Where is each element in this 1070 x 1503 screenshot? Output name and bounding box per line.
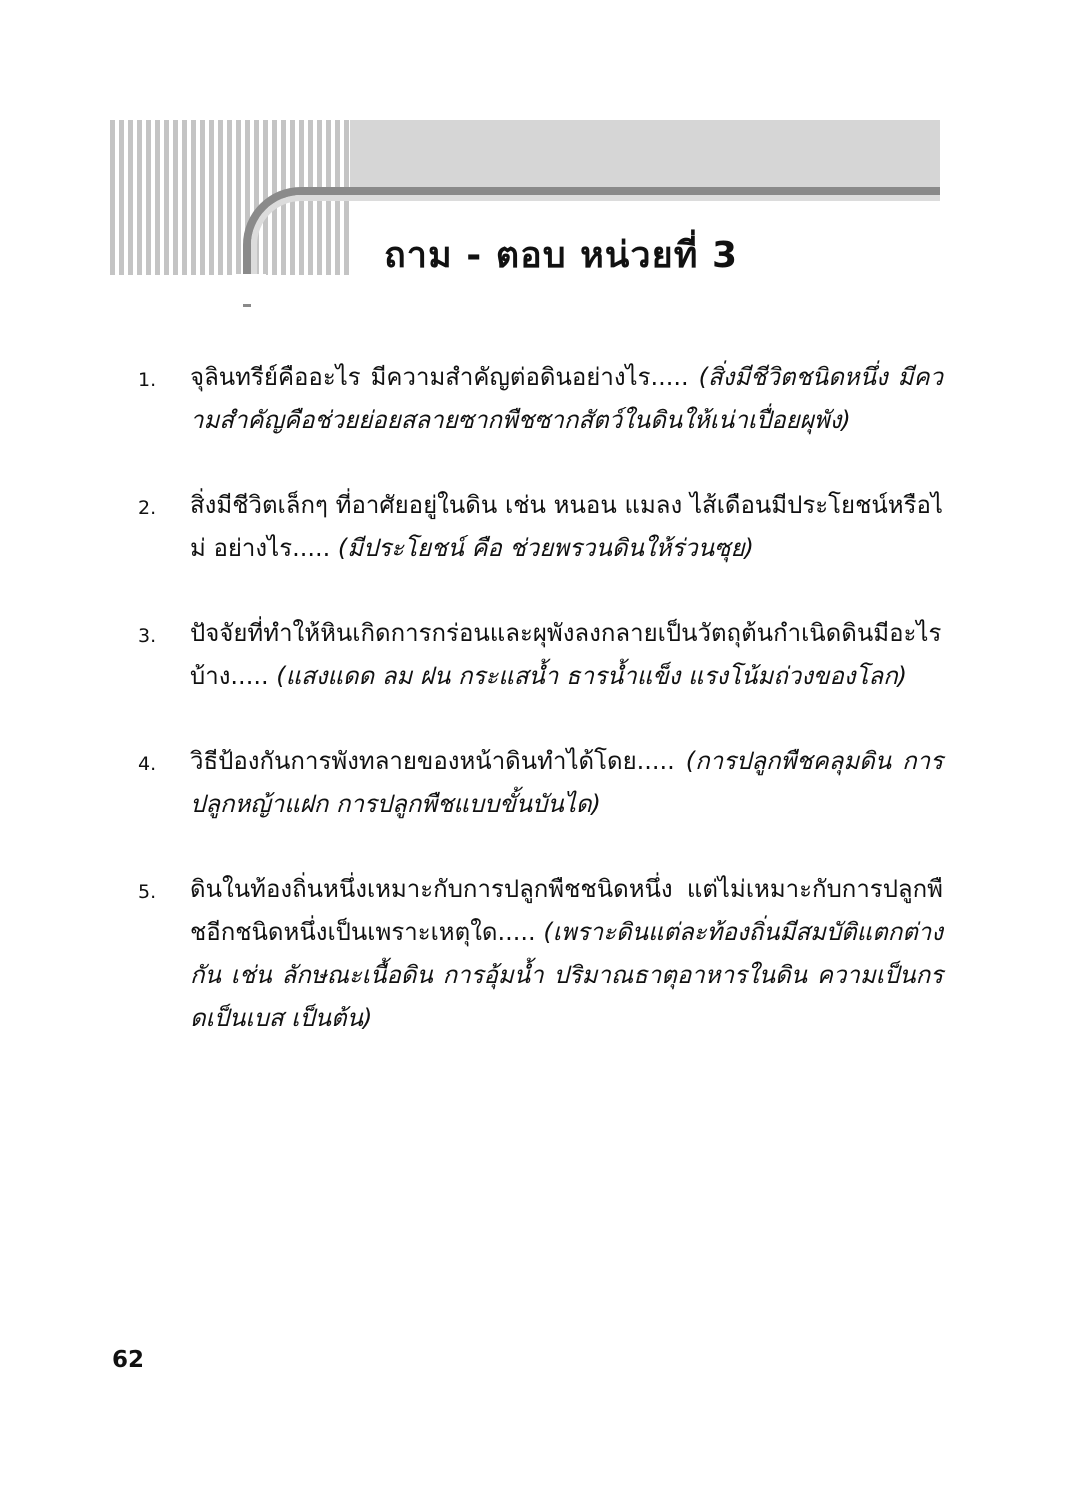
item-number: 5. [138,881,157,903]
qa-item-2 [138,484,943,570]
answer-text: (แสงแดด ลม ฝน กระแสน้ำ ธารน้ำแข็ง แรงโน้มถ่วงของโลก) [276,662,907,690]
question-text: วิธีป้องกันการพังทลายของหน้าดินทำได้โดย..... [190,747,675,775]
qa-item-4 [138,740,943,826]
answer-text: (การปลูกพืชคลุมดิน การปลูกหญ้าแฝก การปลูกพืชแบบขั้นบันได) [190,747,943,818]
question-text: ดินในท้องถิ่นหนึ่งเหมาะกับการปลูกพืชชนิดหนึ่ง แต่ไม่เหมาะกับการปลูกพืชอีกชนิดหนึ่งเป็นเพราะเหตุใด..... [190,875,943,946]
qa-item-1 [138,356,943,442]
qa-text [190,868,943,1040]
answer-text: (สิ่งมีชีวิตชนิดหนึ่ง มีความสำคัญคือช่วยย่อยสลายซากพืชซากสัตว์ในดินให้เน่าเปื่อยผุพัง) [190,363,943,434]
qa-text [190,484,943,570]
qa-item-5 [138,868,943,1040]
question-text: ปัจจัยที่ทำให้หินเกิดการกร่อนและผุพังลงกลายเป็นวัตถุต้นกำเนิดดินมีอะไรบ้าง..... [190,619,942,690]
item-number: 1. [138,369,157,391]
grey-band-decoration [350,120,940,188]
page-title: ถาม - ตอบ หน่วยที่ 3 [383,235,739,276]
question-text: จุลินทรีย์คืออะไร มีความสำคัญต่อดินอย่างไร..... [190,363,689,391]
item-number: 2. [138,497,157,519]
question-text: สิ่งมีชีวิตเล็กๆ ที่อาศัยอยู่ในดิน เช่น หนอน แมลง ไส้เดือนมีประโยชน์หรือไม่ อย่างไร..... [190,491,943,562]
item-number: 4. [138,753,157,775]
qa-text [190,612,943,698]
page-number: 62 [112,1347,145,1373]
item-number: 3. [138,625,157,647]
answer-text: (เพราะดินแต่ละท้องถิ่นมีสมบัติแตกต่างกัน เช่น ลักษณะเนื้อดิน การอุ้มน้ำ ปริมาณธาตุอาหารในดิน ความเป็นกรดเป็นเบส เป็นต้น) [190,918,943,1032]
qa-text [190,356,943,442]
qa-item-3 [138,612,943,698]
qa-text [190,740,943,826]
answer-text: (มีประโยชน์ คือ ช่วยพรวนดินให้ร่วนซุย) [337,534,754,562]
qa-list [138,356,943,1082]
